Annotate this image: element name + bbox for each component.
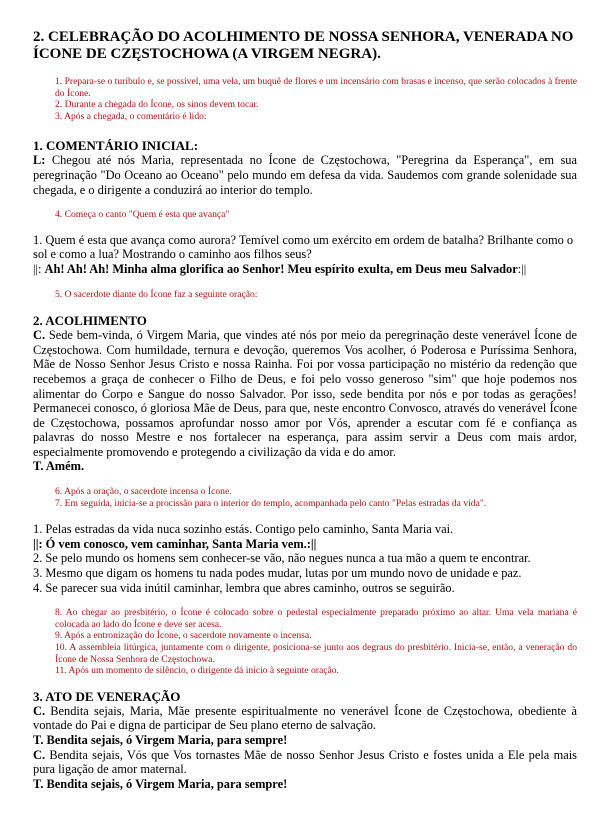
rubric-1: 1. Prepara-se o turíbulo e, se possível, uma vela, um buquê de flores e um incensário com brasas e incenso, que serão colocados à frente do Ícone. [55, 76, 577, 99]
rubric-3: 3. Após a chegada, o comentário é lido: [55, 110, 207, 122]
rubric-block-1-3 [33, 76, 577, 122]
rubric-6: 6. Após a oração, o sacerdote incensa o Ícone. [55, 486, 232, 498]
comentario-text [33, 153, 577, 197]
veneracao-c2 [33, 748, 577, 777]
speaker-label: C. [33, 703, 46, 718]
acolhimento-text [33, 328, 577, 459]
heading-comentario: 1. COMENTÁRIO INICIAL: [33, 138, 199, 154]
rubric-10: 10. A assembleia litúrgica, juntamente com o dirigente, posiciona-se junto aos degraus do presbitério. Inicia-se, então, a veneração do Ícone de Nossa Senhora de Częstochowa. [55, 642, 577, 665]
response-t2: T. Bendita sejais, ó Virgem Maria, para sempre! [33, 776, 288, 791]
canto-1-verse: 1. Quem é esta que avança como aurora? Temível como um exército em ordem de batalha? Brilhante como o sol e como a lua? Mostrando o caminho aos filhos seus? [33, 232, 574, 262]
response-t1: T. Bendita sejais, ó Virgem Maria, para sempre! [33, 732, 288, 747]
document-page [33, 29, 577, 791]
heading-acolhimento: 2. ACOLHIMENTO [33, 313, 147, 329]
canto-2-verse-3: 3. Mesmo que digam os homens tu nada podes mudar, lutas por um mundo novo de unidade e paz. [33, 566, 522, 581]
speaker-label: C. [33, 328, 46, 343]
heading-veneracao: 3. ATO DE VENERAÇÃO [33, 688, 181, 704]
veneracao-c2-body: Bendita sejais, Vós que Vos tornastes Mãe de nosso Senhor Jesus Cristo e fostes unida a Ele pela mais pura ligação de amor maternal. [33, 747, 577, 777]
acolhimento-body: Sede bem-vinda, ó Virgem Maria, que vindes até nós por meio da peregrinação deste venerável Ícone de Częstochowa. Com humildade, ternura e devoção, queremos Vos acolher, ó Poderosa e Puríssima Senhora, Mãe de Nosso Senhor Jesus Cristo e nossa Rainha. Foi por vossa participação no mistério da redenção que recebemos a graça de conhecer o Filho de Deus, e foi pelo vosso generoso "sim" que hoje podemos nos alimentar do Corpo e Sangue do nosso Salvador. Por isso, sede bendita por nós e por todas as gerações! Permanecei conosco, ó gloriosa Mãe de Deus, para que, neste encontro Convosco, através do venerável Ícone de Częstochowa, possamos aprofundar nosso amor por Vós, aprender a escutar com fé e confiança as palavras do nosso Mestre e nos fortalecer na esperança, para assim servir a Deus com mais ardor, especialmente promovendo e protegendo a civilização da vida e do amor. [33, 328, 577, 459]
acolhimento-amen [33, 459, 577, 474]
refrain-text: ||: Ó vem conosco, vem caminhar, Santa Maria vem.:|| [33, 536, 317, 551]
speaker-label: L: [33, 153, 46, 168]
canto-1-refrain [33, 262, 577, 277]
refrain-open: ||: [33, 261, 45, 276]
rubric-11: 11. Após um momento de silêncio, o dirigente dá início à seguinte oração. [55, 665, 339, 677]
rubric-8: 8. Ao chegar ao presbitério, o Ícone é colocado sobre o pedestal especialmente preparado próximo ao altar. Uma vela mariana é colocada ao lado do Ícone e deve ser acesa. [55, 607, 577, 630]
veneracao-c1-body: Bendita sejais, Maria, Mãe presente espiritualmente no venerável Ícone de Częstochowa, obediente à vontade do Pai e digna de participar de Seu plano eterno de salvação. [33, 703, 577, 733]
veneracao-t2 [33, 777, 577, 792]
rubric-block-4 [33, 209, 577, 221]
rubric-9: 9. Após a entronização do Ícone, o sacerdote novamente o incensa. [55, 630, 312, 642]
rubric-block-5 [33, 289, 577, 301]
canto-2-refrain [33, 537, 577, 552]
refrain-close: :|| [517, 261, 527, 276]
comentario-body: Chegou até nós Maria, representada no Ícone de Częstochowa, "Peregrina da Esperança", em sua peregrinação "Do Oceano ao Oceano" pelo mundo em defesa da vida. Saudemos com grande solenidade sua chegada, e o dirigente a conduzirá ao interior do templo. [33, 153, 577, 197]
rubric-5: 5. O sacerdote diante do Ícone faz a seguinte oração: [55, 288, 258, 300]
rubric-7: 7. Em seguida, inicia-se a procissão para o interior do templo, acompanhada pelo canto "Pelas estradas da vida". [55, 497, 487, 509]
speaker-label: C. [33, 747, 46, 762]
veneracao-t1 [33, 733, 577, 748]
veneracao-c1 [33, 704, 577, 733]
document-title: 2. CELEBRAÇÃO DO ACOLHIMENTO DE NOSSA SENHORA, VENERADA NO ÍCONE DE CZĘSTOCHOWA (A VIRGEM NEGRA). [33, 29, 574, 62]
canto-2-verse-4: 4. Se parecer sua vida inútil caminhar, lembra que abres caminho, outros se seguirão. [33, 580, 455, 595]
refrain-text: Ah! Ah! Ah! Minha alma glorifica ao Senhor! Meu espírito exulta, em Deus meu Salvador [44, 261, 518, 276]
amen-response: T. Amém. [33, 459, 85, 474]
rubric-block-8-11 [33, 607, 577, 677]
canto-2-verse-2: 2. Se pelo mundo os homens sem conhecer-se vão, não negues nunca a tua mão a quem te encontrar. [33, 551, 531, 566]
canto-2-verse-1: 1. Pelas estradas da vida nuca sozinho estás. Contigo pelo caminho, Santa Maria vai. [33, 522, 454, 537]
rubric-block-6-7 [33, 486, 577, 509]
rubric-4: 4. Começa o canto "Quem é esta que avança" [55, 209, 230, 221]
rubric-2: 2. Durante a chegada do Ícone, os sinos devem tocar. [55, 99, 259, 111]
